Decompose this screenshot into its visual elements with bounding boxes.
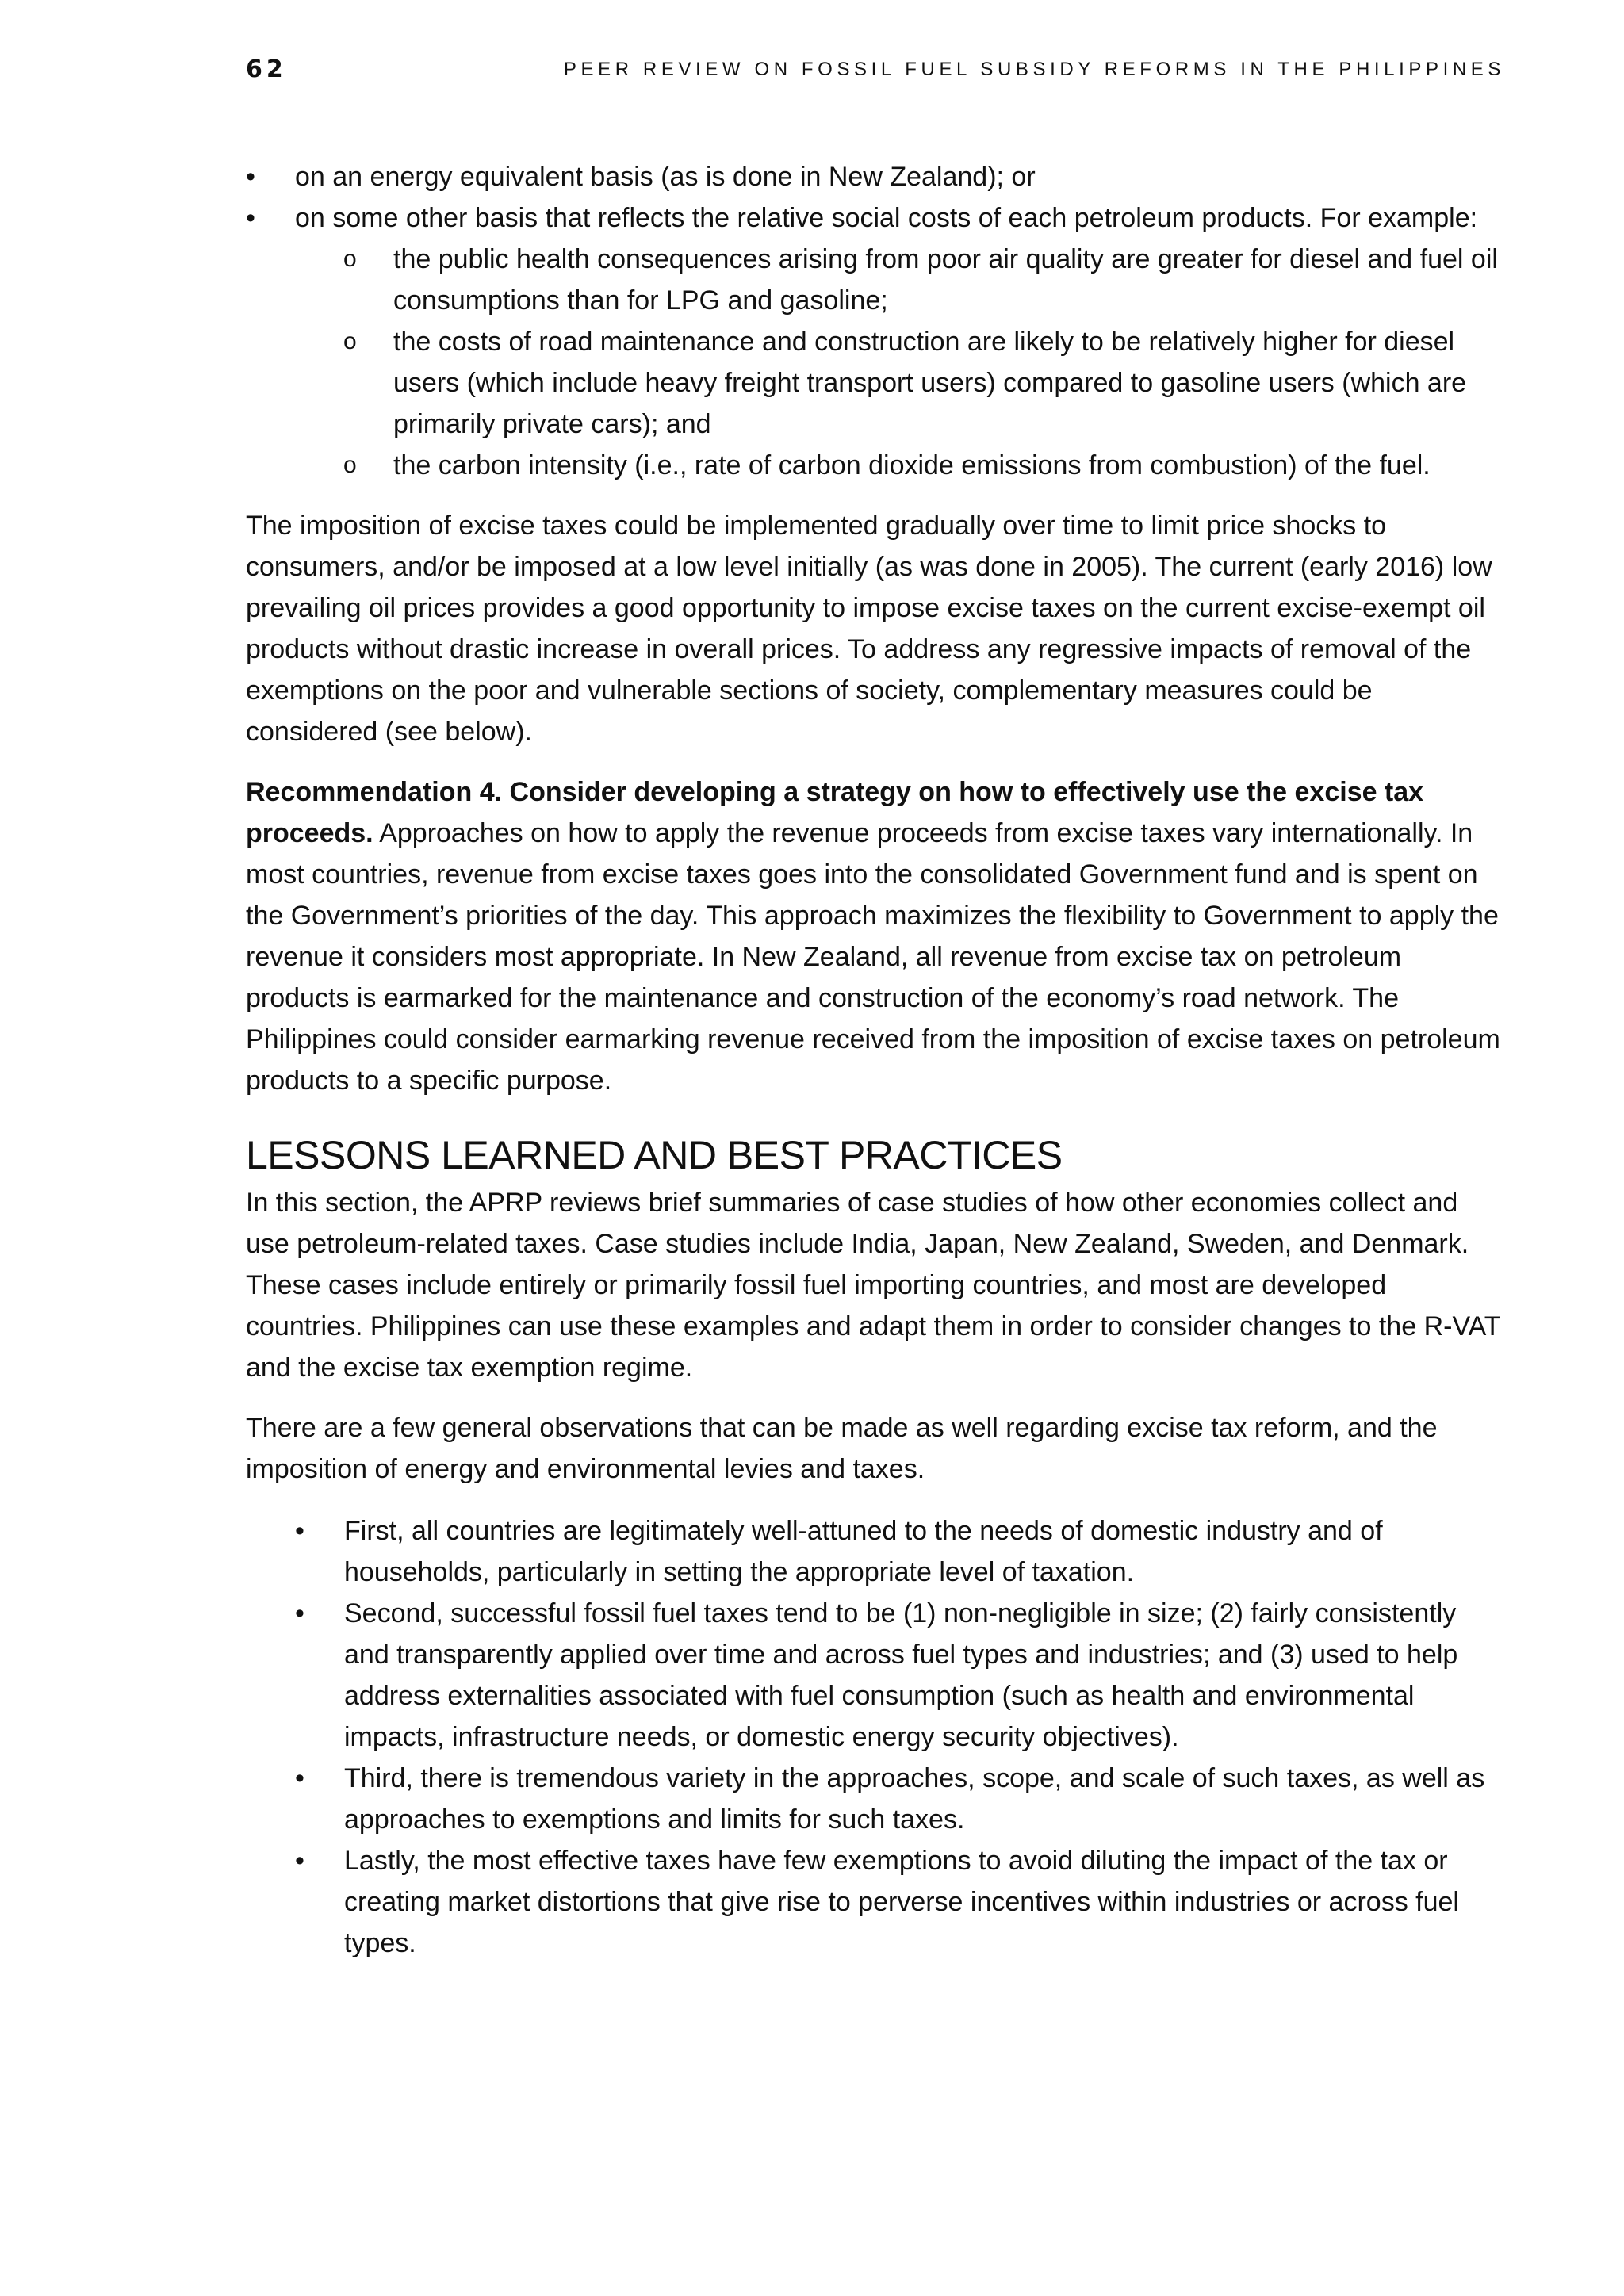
observation-text: First, all countries are legitimately well-attuned to the needs of domestic industry and of households, particularly in setting the appropriate level of taxation. (344, 1516, 1383, 1587)
list-item (295, 1758, 1505, 1840)
running-title: PEER REVIEW ON FOSSIL FUEL SUBSIDY REFORMS IN THE PHILIPPINES (563, 59, 1505, 80)
observations-paragraph: There are a few general observations that can be made as well regarding excise tax reform, and the imposition of energy and environmental levies and taxes. (246, 1413, 1438, 1484)
observation-text: Third, there is tremendous variety in the approaches, scope, and scale of such taxes, as well as approaches to exemptions and limits for such taxes. (344, 1763, 1485, 1835)
section-heading: LESSONS LEARNED AND BEST PRACTICES (246, 1133, 1063, 1177)
basis-bullet-list (246, 156, 1505, 486)
observation-text: Lastly, the most effective taxes have few exemptions to avoid diluting the impact of the tax or creating market distortions that give rise to perverse incentives within industries or across fuel types. (344, 1846, 1459, 1958)
recommendation-heading: Recommendation 4. Consider developing a strategy on how to effectively use the excise tax proceeds. (246, 777, 1424, 848)
page-body (246, 156, 1505, 1964)
sub-bullet-text: the costs of road maintenance and construction are likely to be relatively higher for diesel users (which include heavy freight transport users) compared to gasoline users (which are primarily private cars); and (393, 327, 1467, 439)
sub-list-item (343, 239, 1505, 321)
list-item (246, 156, 1505, 197)
lessons-paragraph: In this section, the APRP reviews brief summaries of case studies of how other economies collect and use petroleum-related taxes. Case studies include India, Japan, New Zealand, Sweden, and Denmark. These cases include entirely or primarily fossil fuel importing countries, and most are developed countries. Philippines can use these examples and adapt them in order to consider changes to the R-VAT and the excise tax exemption regime. (246, 1188, 1500, 1383)
observation-text: Second, successful fossil fuel taxes tend to be (1) non-negligible in size; (2) fairly consistently and transparently applied over time and across fuel types and industries; and (3) used to help address externalities associated with fuel consumption (such as health and environmental impacts, infrastructure needs, or domestic energy security objectives). (344, 1598, 1458, 1752)
sub-list-item (343, 445, 1505, 486)
bullet-text: on some other basis that reflects the relative social costs of each petroleum products. For example: (295, 203, 1478, 233)
sub-list-item (343, 321, 1505, 445)
sub-bullet-text: the public health consequences arising from poor air quality are greater for diesel and fuel oil consumptions than for LPG and gasoline; (393, 244, 1498, 316)
list-item (295, 1593, 1505, 1758)
example-sub-list (343, 239, 1505, 486)
page-number: 62 (246, 55, 287, 83)
list-item (295, 1840, 1505, 1964)
list-item (295, 1510, 1505, 1593)
recommendation-paragraph (246, 771, 1505, 1101)
bullet-text: on an energy equivalent basis (as is done in New Zealand); or (295, 162, 1036, 192)
sub-bullet-text: the carbon intensity (i.e., rate of carbon dioxide emissions from combustion) of the fuel. (393, 450, 1431, 480)
observations-list (295, 1510, 1505, 1964)
recommendation-body: Approaches on how to apply the revenue proceeds from excise taxes vary internationally. In most countries, revenue from excise taxes goes into the consolidated Government fund and is spent on the Government’s priorities of the day. This approach maximizes the flexibility to Government to apply the revenue it considers most appropriate. In New Zealand, all revenue from excise tax on petroleum products is earmarked for the maintenance and construction of the economy’s road network. The Philippines could consider earmarking revenue received from the imposition of excise taxes on petroleum products to a specific purpose. (246, 818, 1500, 1096)
excise-paragraph: The imposition of excise taxes could be implemented gradually over time to limit price shocks to consumers, and/or be imposed at a low level initially (as was done in 2005). The current (early 2016) low prevailing oil prices provides a good opportunity to impose excise taxes on the current excise-exempt oil products without drastic increase in overall prices. To address any regressive impacts of removal of the exemptions on the poor and vulnerable sections of society, complementary measures could be considered (see below). (246, 511, 1492, 747)
page-header (246, 52, 1505, 87)
list-item (246, 197, 1505, 486)
